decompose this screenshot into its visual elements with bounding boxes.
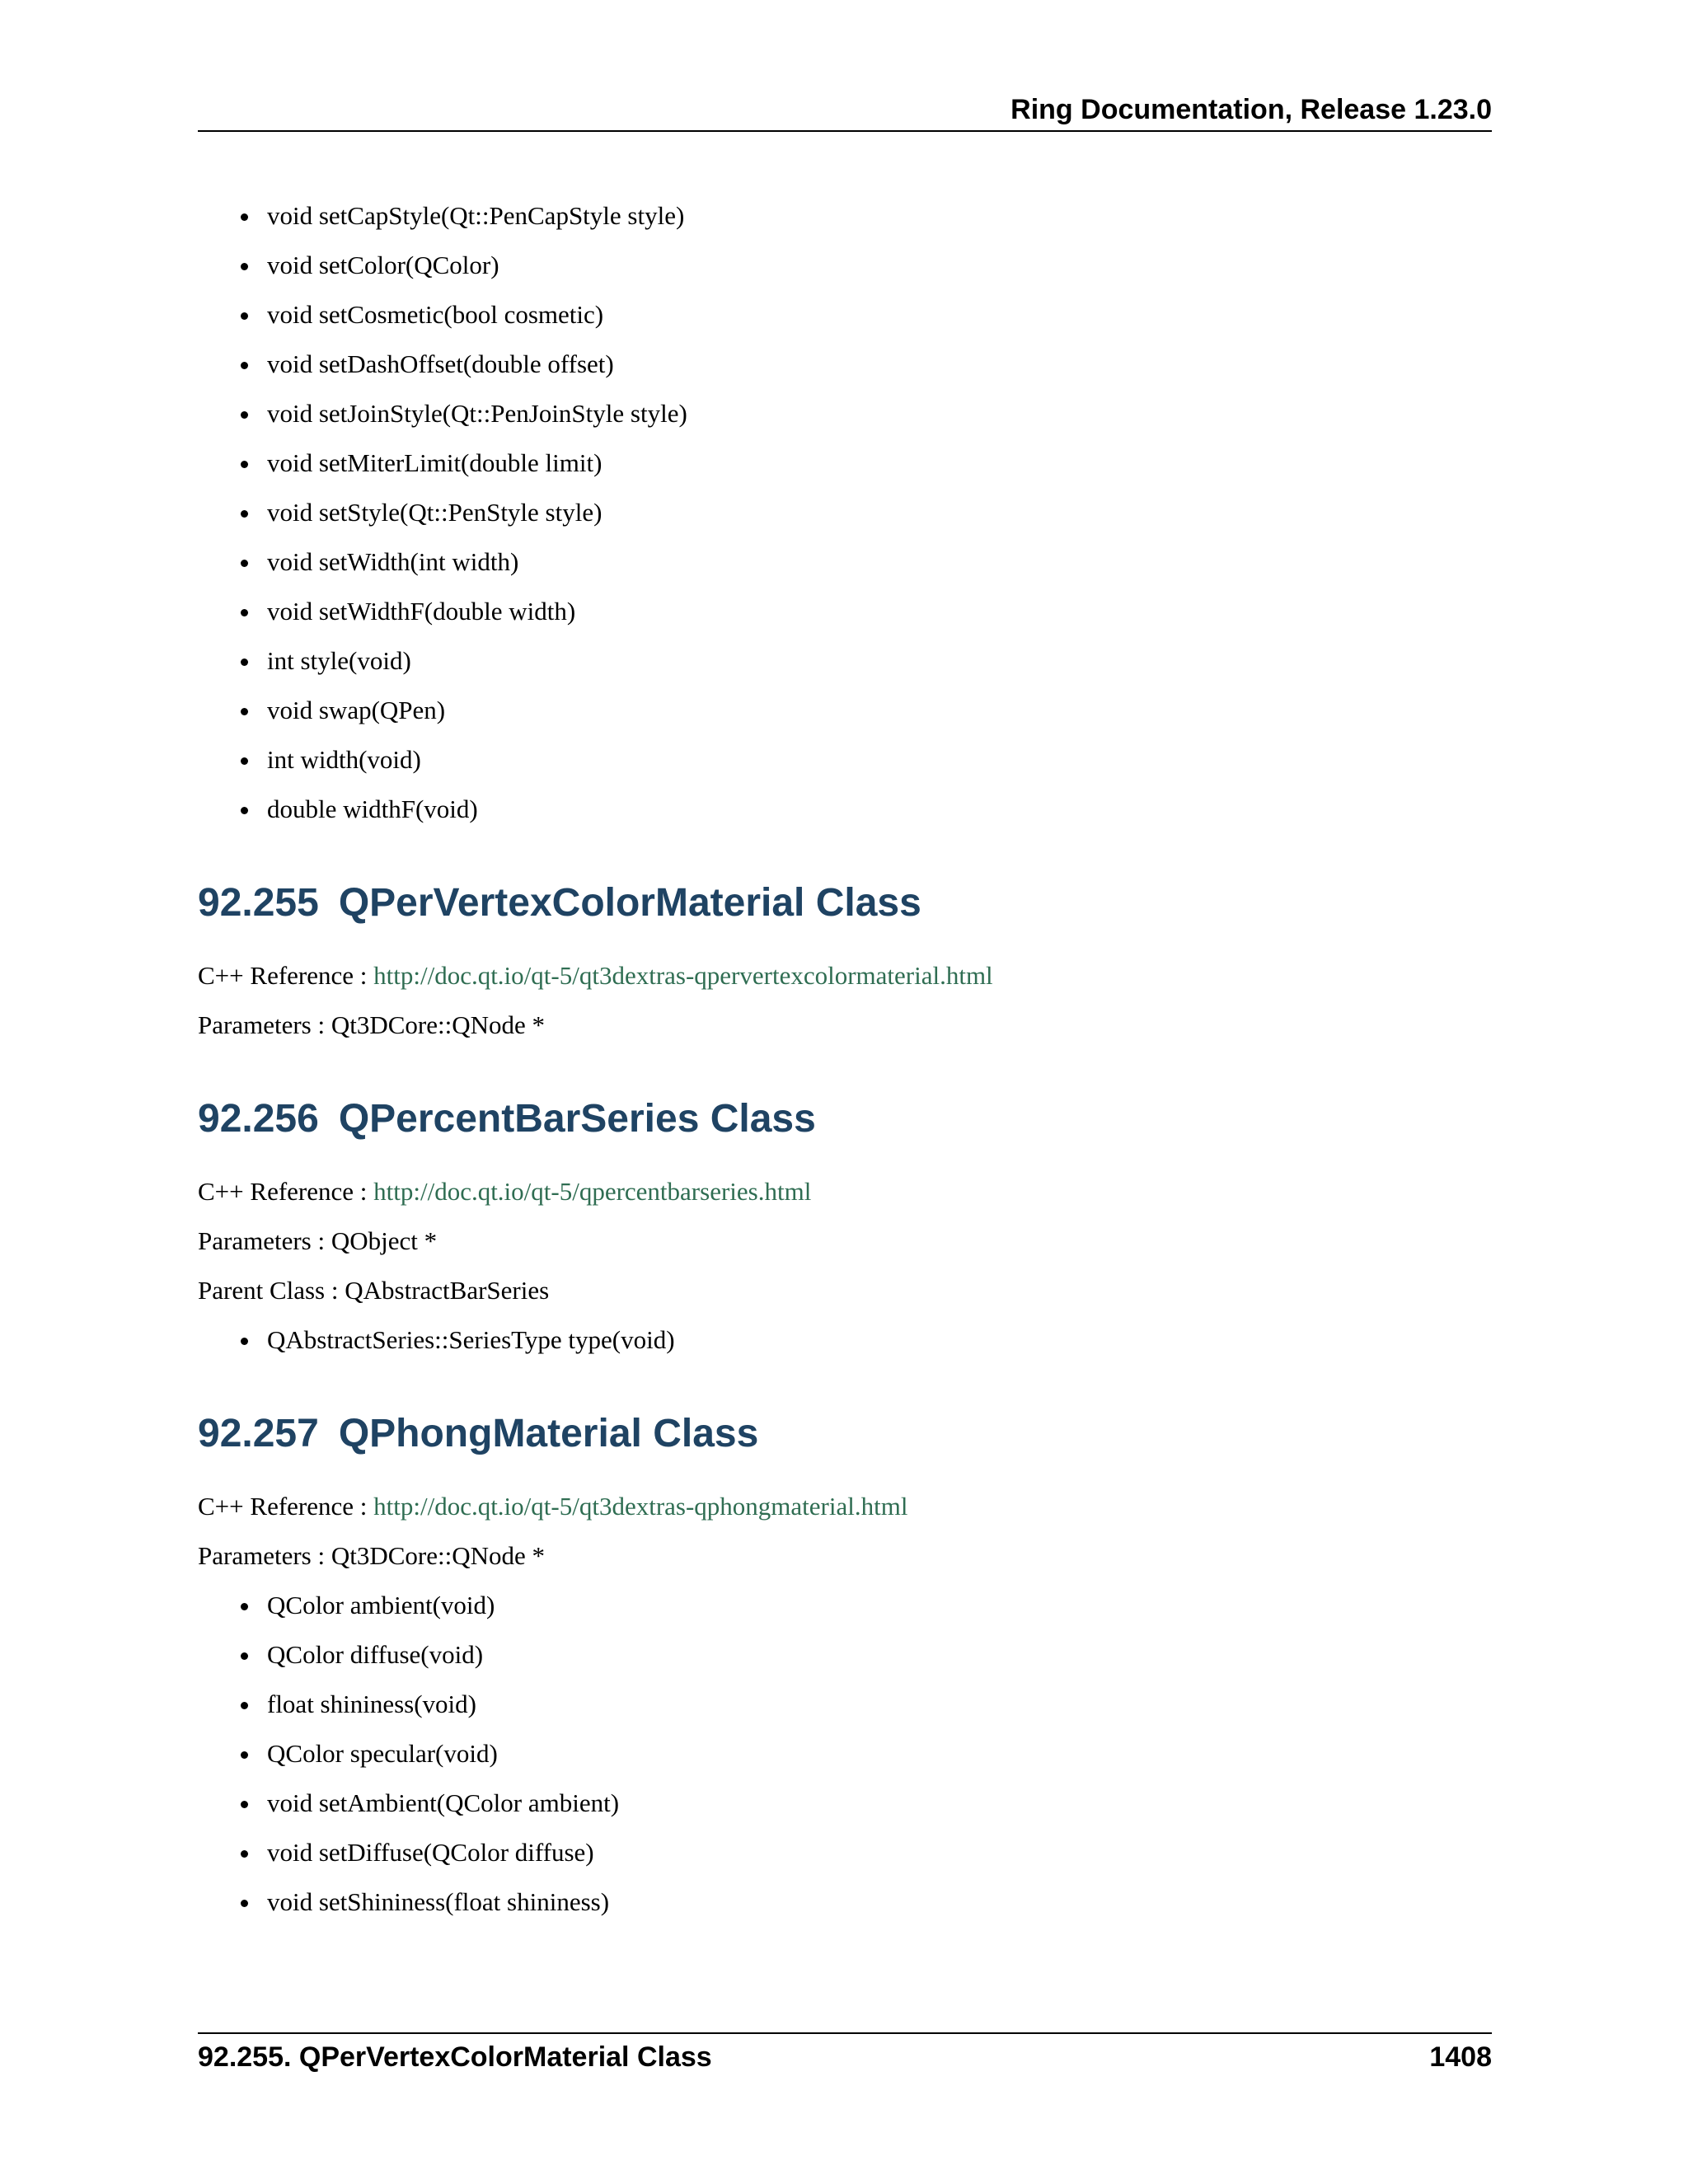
list-item: void setDashOffset(double offset)	[267, 340, 1492, 389]
parameters-line	[198, 1216, 1492, 1266]
cpp-reference-label: C++ Reference :	[198, 1492, 368, 1521]
list-item: void setWidthF(double width)	[267, 587, 1492, 636]
cpp-reference-label: C++ Reference :	[198, 1177, 368, 1206]
spacer	[198, 834, 1492, 879]
spacer	[198, 1365, 1492, 1409]
page-number: 1408	[1429, 2041, 1492, 2073]
section-heading-qphongmaterial	[198, 1409, 1492, 1459]
percentbarseries-method-list	[198, 1315, 1492, 1365]
section-heading-qpercentbarseries	[198, 1094, 1492, 1144]
parameters-label: Parameters :	[198, 1010, 326, 1039]
section-number: 92.255	[198, 881, 319, 925]
spacer	[198, 1050, 1492, 1094]
spacer	[198, 1459, 1492, 1482]
list-item: QColor diffuse(void)	[267, 1630, 1492, 1680]
header-divider	[198, 130, 1492, 132]
cpp-reference-line	[198, 1482, 1492, 1531]
parent-class-label: Parent Class :	[198, 1276, 339, 1305]
footer-divider	[198, 2032, 1492, 2034]
list-item: void swap(QPen)	[267, 686, 1492, 735]
list-item: void setAmbient(QColor ambient)	[267, 1779, 1492, 1828]
list-item: void setColor(QColor)	[267, 241, 1492, 290]
section-number: 92.257	[198, 1412, 319, 1455]
parent-class-value: QAbstractBarSeries	[345, 1276, 550, 1305]
parameters-label: Parameters :	[198, 1541, 326, 1570]
cpp-reference-link[interactable]: http://doc.qt.io/qt-5/qpercentbarseries.html	[373, 1177, 812, 1206]
list-item: QAbstractSeries::SeriesType type(void)	[267, 1315, 1492, 1365]
list-item: QColor ambient(void)	[267, 1581, 1492, 1630]
list-item: void setMiterLimit(double limit)	[267, 438, 1492, 488]
cpp-reference-line	[198, 951, 1492, 1001]
pen-method-list	[198, 191, 1492, 834]
list-item: double widthF(void)	[267, 785, 1492, 834]
list-item: void setDiffuse(QColor diffuse)	[267, 1828, 1492, 1877]
list-item: void setJoinStyle(Qt::PenJoinStyle style)	[267, 389, 1492, 438]
parameters-label: Parameters :	[198, 1226, 326, 1255]
cpp-reference-line	[198, 1167, 1492, 1216]
list-item: void setCapStyle(Qt::PenCapStyle style)	[267, 191, 1492, 241]
running-footer-section: 92.255. QPerVertexColorMaterial Class	[198, 2041, 712, 2073]
cpp-reference-link[interactable]: http://doc.qt.io/qt-5/qt3dextras-qphongmaterial.html	[373, 1492, 908, 1521]
cpp-reference-link[interactable]: http://doc.qt.io/qt-5/qt3dextras-qpervertexcolormaterial.html	[373, 961, 993, 990]
list-item: QColor specular(void)	[267, 1729, 1492, 1779]
section-title: QPhongMaterial Class	[338, 1412, 759, 1455]
document-page	[198, 0, 1492, 2184]
parent-class-line	[198, 1266, 1492, 1315]
section-title: QPercentBarSeries Class	[338, 1097, 816, 1141]
list-item: void setStyle(Qt::PenStyle style)	[267, 488, 1492, 537]
parameters-value: Qt3DCore::QNode *	[331, 1010, 545, 1039]
parameters-value: QObject *	[331, 1226, 438, 1255]
section-heading-qpervertexcolormaterial	[198, 879, 1492, 928]
phongmaterial-method-list	[198, 1581, 1492, 1927]
list-item: int style(void)	[267, 636, 1492, 686]
parameters-line	[198, 1001, 1492, 1050]
spacer	[198, 928, 1492, 951]
list-item: void setShininess(float shininess)	[267, 1877, 1492, 1927]
list-item: void setWidth(int width)	[267, 537, 1492, 587]
running-header: Ring Documentation, Release 1.23.0	[1010, 94, 1492, 125]
parameters-line	[198, 1531, 1492, 1581]
parameters-value: Qt3DCore::QNode *	[331, 1541, 545, 1570]
section-number: 92.256	[198, 1097, 319, 1141]
spacer	[198, 1144, 1492, 1167]
list-item: void setCosmetic(bool cosmetic)	[267, 290, 1492, 340]
cpp-reference-label: C++ Reference :	[198, 961, 368, 990]
list-item: int width(void)	[267, 735, 1492, 785]
page-content	[198, 191, 1492, 1927]
list-item: float shininess(void)	[267, 1680, 1492, 1729]
section-title: QPerVertexColorMaterial Class	[338, 881, 921, 925]
